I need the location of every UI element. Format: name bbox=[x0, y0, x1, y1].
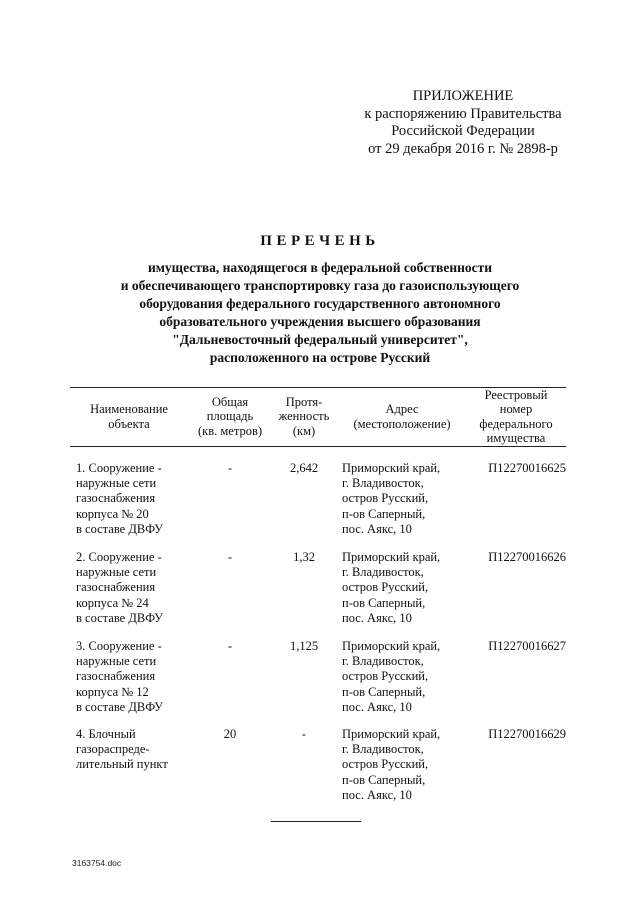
cell-registry: П12270016625 bbox=[488, 461, 566, 475]
header-text: номер bbox=[499, 402, 533, 416]
cell-length: 2,642 bbox=[289, 461, 319, 475]
appendix-line-2: к распоряжению Правительства bbox=[364, 105, 562, 122]
cell-area: - bbox=[227, 550, 233, 564]
table-header bbox=[70, 387, 566, 447]
header-text: площадь bbox=[206, 409, 254, 424]
appendix-line-3: Российской Федерации bbox=[391, 123, 535, 139]
header-text: Адрес bbox=[385, 402, 419, 416]
cell-address: Приморский край, г. Владивосток, остров Русский, п-ов Саперный, пос. Аякс, 10 bbox=[342, 727, 441, 802]
header-text: (кв. метров) bbox=[197, 423, 263, 438]
header-text: имущества bbox=[486, 431, 546, 445]
cell-area: 20 bbox=[223, 727, 237, 741]
subtitle-line: и обеспечивающего транспортировку газа до газоиспользующего bbox=[120, 278, 520, 293]
header-address bbox=[338, 387, 466, 446]
cell-area: - bbox=[227, 461, 233, 475]
cell-name: 4. Блочный газораспреде- лительный пункт bbox=[76, 727, 168, 772]
subtitle-line: расположенного на острове Русский bbox=[209, 350, 431, 365]
header-text: Протя- bbox=[285, 394, 323, 409]
header-text: (км) bbox=[292, 423, 316, 438]
document-subtitle bbox=[0, 259, 640, 367]
header-name bbox=[70, 387, 188, 446]
header-text: Наименование bbox=[90, 402, 168, 416]
cell-address: Приморский край, г. Владивосток, остров Русский, п-ов Саперный, пос. Аякс, 10 bbox=[342, 639, 441, 714]
subtitle-line: оборудования федерального государственного автономного bbox=[139, 296, 501, 311]
header-area bbox=[188, 387, 272, 446]
header-text: женность bbox=[278, 409, 330, 424]
header-length bbox=[272, 387, 336, 446]
closing-rule bbox=[271, 821, 361, 822]
appendix-block bbox=[348, 88, 578, 158]
header-text: Реестровый bbox=[484, 387, 548, 402]
appendix-heading: ПРИЛОЖЕНИЕ bbox=[412, 88, 514, 104]
cell-area: - bbox=[227, 639, 233, 653]
cell-address: Приморский край, г. Владивосток, остров Русский, п-ов Саперный, пос. Аякс, 10 bbox=[342, 550, 441, 625]
header-text: объекта bbox=[108, 416, 150, 431]
cell-length: 1,125 bbox=[289, 639, 319, 653]
header-text: Общая bbox=[211, 394, 249, 409]
subtitle-line: образовательного учреждения высшего образования bbox=[159, 314, 481, 329]
file-name-footer: 3163754.doc bbox=[72, 858, 122, 868]
cell-registry: П12270016627 bbox=[488, 639, 566, 653]
cell-length: - bbox=[301, 727, 307, 741]
header-text: федерального bbox=[479, 416, 553, 431]
appendix-date: от 29 декабря 2016 г. № 2898-р bbox=[368, 140, 558, 157]
cell-length: 1,32 bbox=[293, 550, 315, 564]
cell-address: Приморский край, г. Владивосток, остров Русский, п-ов Саперный, пос. Аякс, 10 bbox=[342, 461, 441, 536]
header-text: (местоположение) bbox=[353, 416, 451, 431]
cell-registry: П12270016626 bbox=[488, 550, 566, 564]
header-registry bbox=[466, 387, 566, 446]
cell-name: 3. Сооружение - наружные сети газоснабжения корпуса № 12 в составе ДВФУ bbox=[76, 639, 163, 714]
document-title: ПЕРЕЧЕНЬ bbox=[260, 233, 380, 249]
cell-registry: П12270016629 bbox=[488, 727, 566, 741]
cell-name: 2. Сооружение - наружные сети газоснабжения корпуса № 24 в составе ДВФУ bbox=[76, 550, 163, 625]
subtitle-line: имущества, находящегося в федеральной собственности bbox=[147, 260, 493, 275]
subtitle-line: "Дальневосточный федеральный университет", bbox=[172, 332, 468, 347]
cell-name: 1. Сооружение - наружные сети газоснабжения корпуса № 20 в составе ДВФУ bbox=[76, 461, 163, 536]
